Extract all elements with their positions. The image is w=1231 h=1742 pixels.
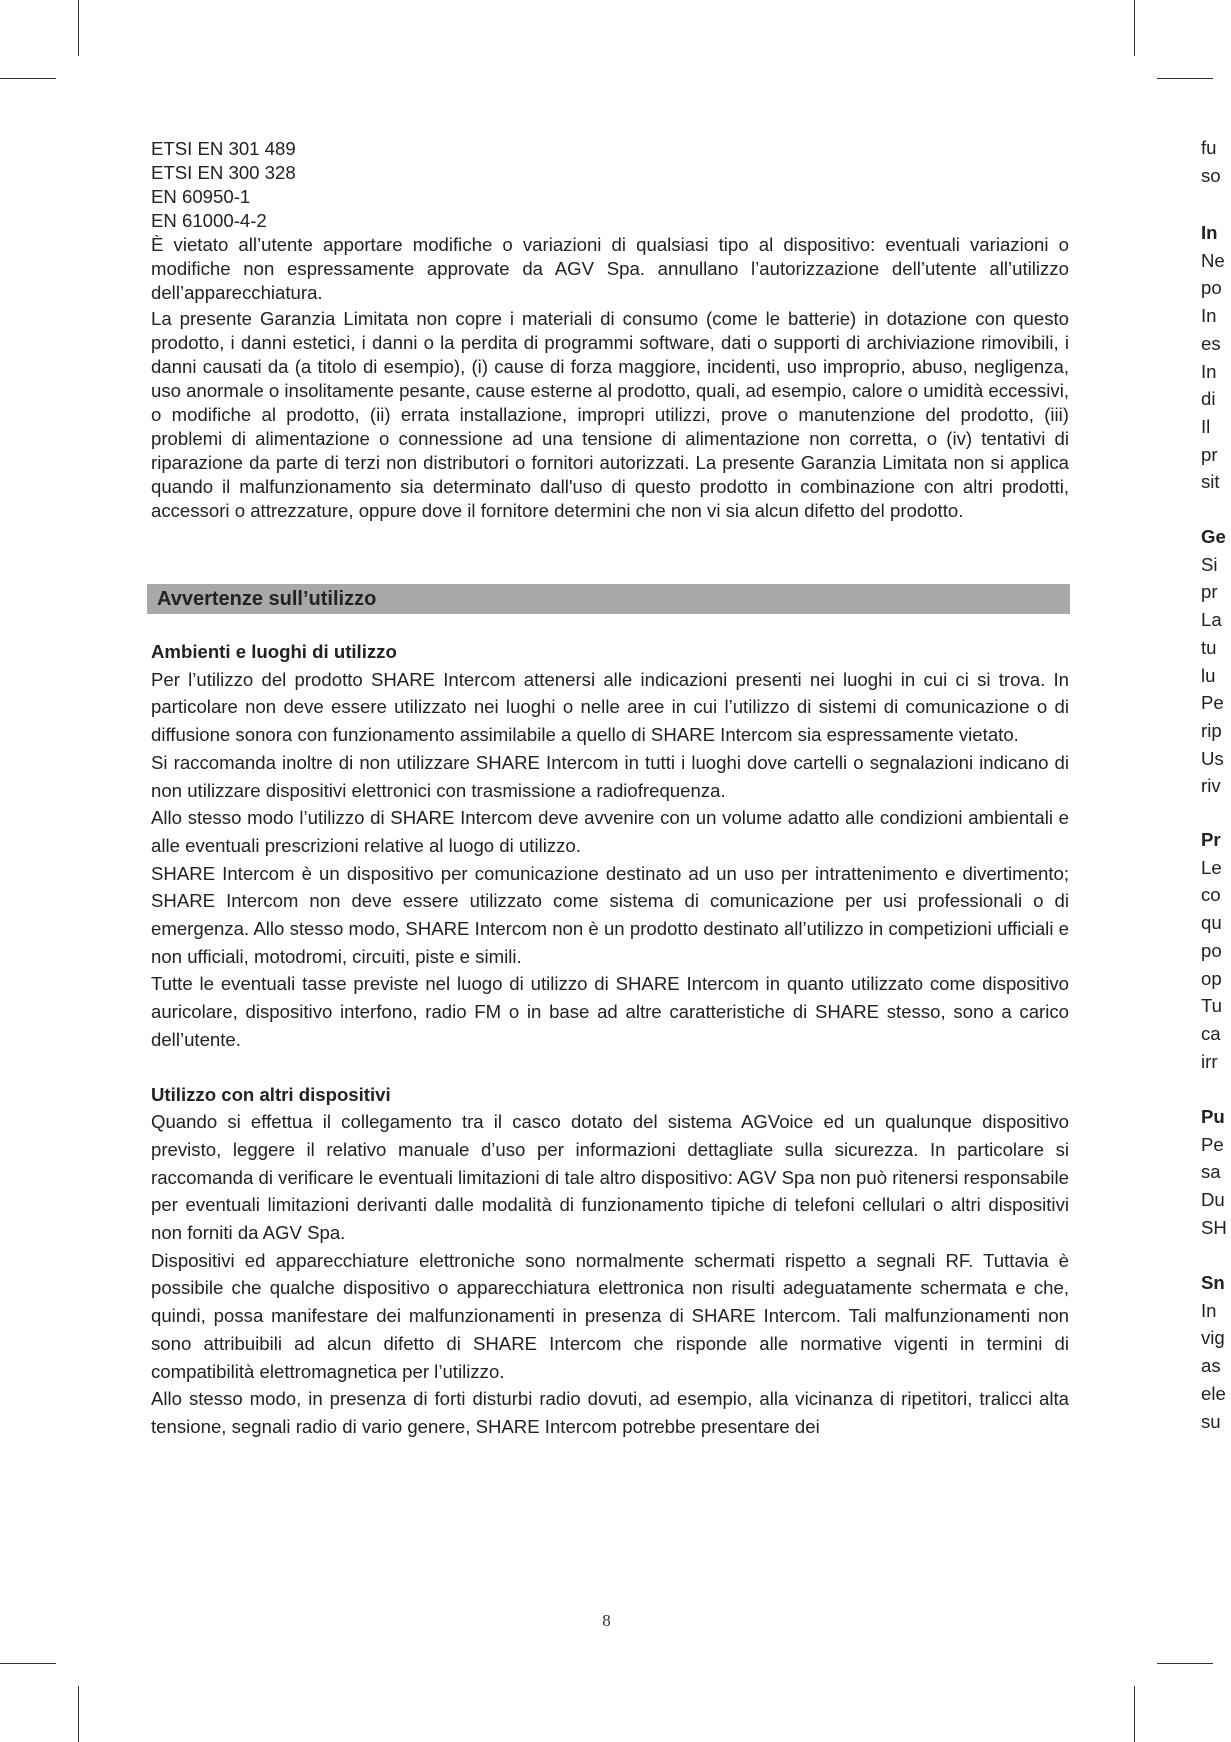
next-page-fragment: In Ne po In es In di Il pr sit	[1201, 222, 1225, 493]
standards-list	[151, 137, 1069, 233]
standard-item: EN 60950-1	[151, 186, 251, 207]
next-page-fragment: Ge Si pr La tu lu Pe rip Us riv	[1201, 526, 1226, 797]
paragraph: Si raccomanda inoltre di non utilizzare SHARE Intercom in tutti i luoghi dove cartelli o segnalazioni indicano di non utilizzare dispositivi elettronici con trasmissione a radiofrequenza.	[151, 751, 1069, 801]
crop-mark	[1134, 0, 1135, 56]
paragraph: Dispositivi ed apparecchiature elettroniche sono normalmente schermati rispetto a segnali RF. Tuttavia è possibile che qualche dispositivo o apparecchiatura elettronica non risulti adeguatamente schermata e che, quindi, possa manifestare dei malfunzionamenti in presenza di SHARE Intercom. Tali malfunzionamenti non sono attribuibili ad alcun difetto di SHARE Intercom che risponde alle normative vigenti in termini di compatibilità elettromagnetica per l’utilizzo.	[151, 1249, 1069, 1382]
crop-mark	[78, 1686, 79, 1742]
paragraph: Allo stesso modo, in presenza di forti disturbi radio dovuti, ad esempio, alla vicinanza di ripetitori, tralicci alta tensione, segnali radio di vario genere, SHARE Intercom potrebbe presentare dei	[151, 1388, 1069, 1437]
usage-section	[151, 638, 1069, 1441]
crop-mark	[78, 0, 79, 56]
modification-notice: È vietato all’utente apportare modifiche o variazioni di qualsiasi tipo al dispositivo: eventuali variazioni o modifiche non espressamente approvate da AGV Spa. annullano l’autorizzazione dell’utente all’utilizzo dell’apparecchiatura.	[151, 234, 1069, 303]
standard-item: ETSI EN 301 489	[151, 138, 296, 159]
crop-mark	[0, 78, 56, 79]
next-page-fragment: Sn In vig as ele su	[1201, 1272, 1226, 1432]
subsection-title: Ambienti e luoghi di utilizzo	[151, 641, 397, 662]
section-title: Avvertenze sull’utilizzo	[147, 584, 1070, 614]
subsection-title: Utilizzo con altri dispositivi	[151, 1083, 391, 1105]
paragraph: SHARE Intercom è un dispositivo per comunicazione destinato ad un uso per intrattenimento e divertimento; SHARE Intercom non deve essere utilizzato come sistema di comunicazione per usi professionali o di emergenza. Allo stesso modo, SHARE Intercom non è un prodotto destinato all’utilizzo in competizioni ufficiali e non ufficiali, motodromi, circuiti, piste e simili.	[151, 862, 1069, 967]
paragraph: Quando si effettua il collegamento tra il casco dotato del sistema AGVoice ed un qualunque dispositivo previsto, leggere il relativo manuale d’uso per informazioni dettagliate sulla sicurezza. In particolare si raccomanda di verificare le eventuali limitazioni di tale altro dispositivo: AGV Spa non può ritenersi responsabile per eventuali limitazioni derivanti dalle modalità di funzionamento tipiche di telefoni cellulari o altri dispositivi non forniti da AGV Spa.	[151, 1111, 1069, 1244]
crop-mark	[1157, 78, 1213, 79]
next-page-fragment: fu so	[1201, 137, 1221, 186]
crop-mark	[0, 1663, 56, 1664]
crop-mark	[1157, 1663, 1213, 1664]
next-page-fragment: Pr Le co qu po op Tu ca irr	[1201, 829, 1223, 1072]
paragraph: Per l’utilizzo del prodotto SHARE Intercom attenersi alle indicazioni presenti nei luoghi in cui ci si trova. In particolare non deve essere utilizzato nei luoghi o nelle aree in cui l’utilizzo di sistemi di comunicazione o di diffusione sonora con funzionamento assimilabile a quello di SHARE Intercom sia espressamente vietato.	[151, 668, 1069, 746]
crop-mark	[1134, 1686, 1135, 1742]
standard-item: EN 61000-4-2	[151, 210, 267, 231]
paragraph: Tutte le eventuali tasse previste nel luogo di utilizzo di SHARE Intercom in quanto utilizzato come dispositivo auricolare, dispositivo interfono, radio FM o in base ad altre caratteristiche di SHARE stesso, sono a carico dell’utente.	[151, 973, 1069, 1050]
page-number: 8	[602, 1611, 611, 1630]
next-page-fragment: Pu Pe sa Du SH	[1201, 1106, 1227, 1238]
standard-item: ETSI EN 300 328	[151, 162, 296, 183]
paragraph: Allo stesso modo l’utilizzo di SHARE Intercom deve avvenire con un volume adatto alle condizioni ambientali e alle eventuali prescrizioni relative al luogo di utilizzo.	[151, 807, 1069, 856]
main-column	[151, 137, 1069, 523]
warranty-paragraph: La presente Garanzia Limitata non copre i materiali di consumo (come le batterie) in dotazione con questo prodotto, i danni estetici, i danni o la perdita di programmi software, dati o supporti di archiviazione rimovibili, i danni causati da (a titolo di esempio), (i) cause di forza maggiore, incidenti, uso improprio, abuso, negligenza, uso anormale o insolitamente pesante, cause esterne al prodotto, quali, ad esempio, calore o umidità eccessivi, o modifiche al prodotto, (ii) errata installazione, impropri utilizzi, prove o manutenzione del prodotto, (iii) problemi di alimentazione o connessione ad una tensione di alimentazione non corretta, o (iv) tentativi di riparazione da parte di terzi non distributori o fornitori autorizzati. La presente Garanzia Limitata non si applica quando il malfunzionamento sia determinato dall'uso di questo prodotto in combinazione con altri prodotti, accessori o attrezzature, oppure dove il fornitore determini che non vi sia alcun difetto del prodotto.	[151, 308, 1069, 521]
